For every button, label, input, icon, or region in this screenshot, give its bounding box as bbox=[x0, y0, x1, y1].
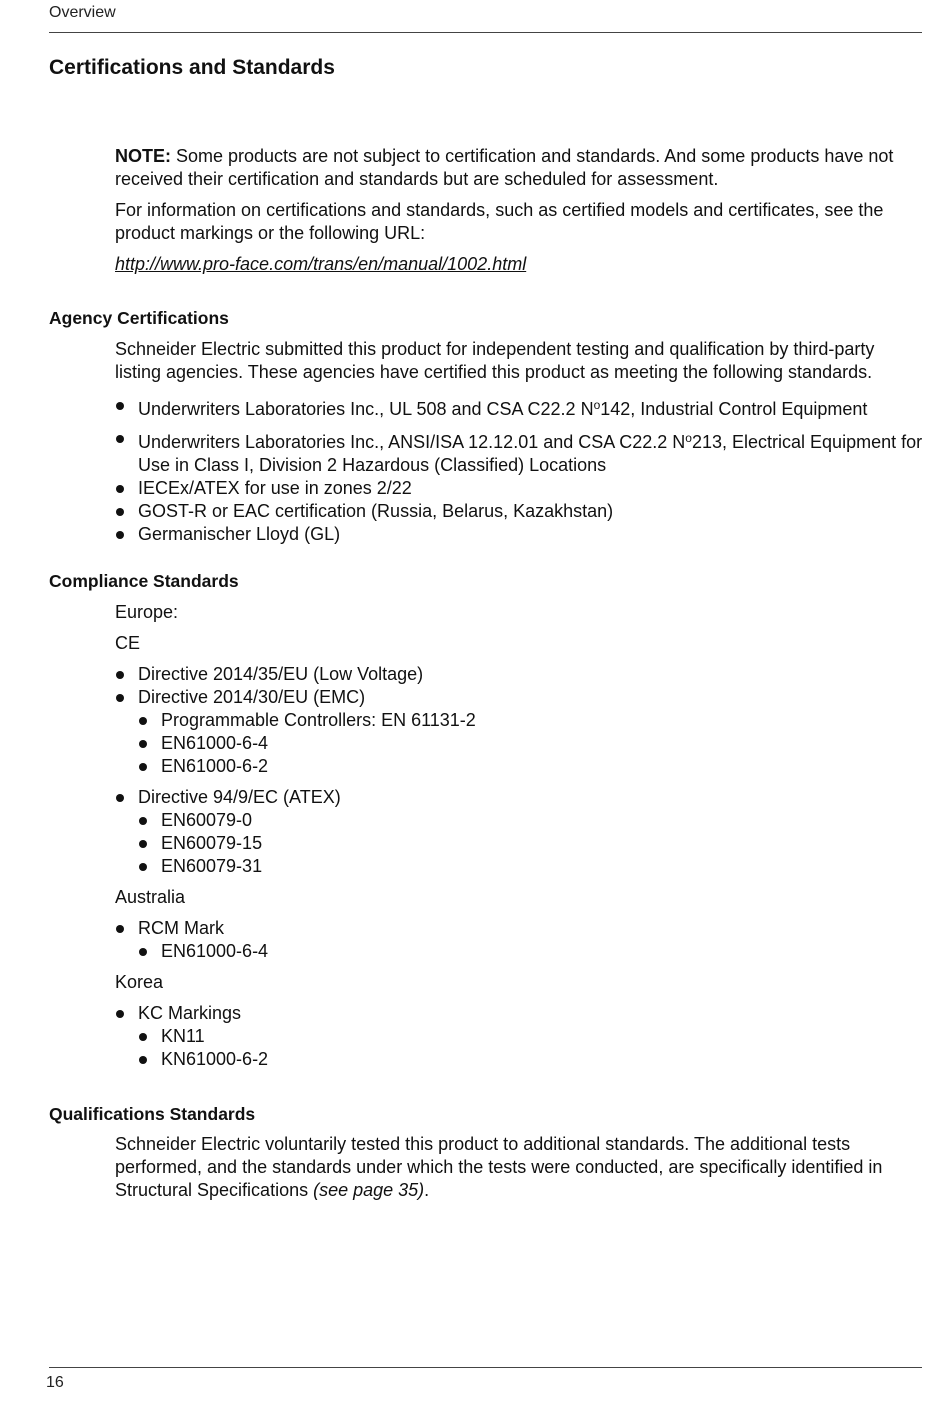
list-item: EN61000-6-4 bbox=[138, 940, 925, 963]
list-item: EN60079-31 bbox=[138, 855, 925, 878]
running-header: Overview bbox=[49, 4, 116, 21]
agency-list bbox=[115, 394, 925, 546]
list-item: RCM Mark EN61000-6-4 bbox=[115, 917, 925, 963]
list-item: Directive 2014/35/EU (Low Voltage) bbox=[115, 663, 925, 686]
list-item: Germanischer Lloyd (GL) bbox=[115, 523, 925, 546]
intro-block bbox=[115, 145, 925, 276]
australia-list bbox=[115, 917, 925, 963]
qualifications-block bbox=[115, 1133, 925, 1202]
list-item: IECEx/ATEX for use in zones 2/22 bbox=[115, 477, 925, 500]
australia-label: Australia bbox=[115, 887, 186, 907]
ce-label: CE bbox=[115, 633, 141, 653]
compliance-block bbox=[115, 601, 925, 1071]
list-item: EN61000-6-2 bbox=[138, 755, 925, 778]
list-item: Underwriters Laboratories Inc., ANSI/ISA 12.12.01 and CSA C22.2 $N^o213$, Electrical Equipment for Use in Class I, Division 2 Hazardous (Classified) Locations bbox=[115, 427, 925, 477]
agency-block bbox=[115, 338, 925, 546]
header-rule bbox=[49, 32, 922, 33]
agency-paragraph: Schneider Electric submitted this product for independent testing and qualification by third-party listing agencies. These agencies have certified this product as meeting the following standards. bbox=[115, 339, 875, 382]
page-title: Certifications and Standards bbox=[49, 56, 335, 79]
page-reference-link[interactable]: (see page 35) bbox=[313, 1180, 425, 1200]
qualifications-paragraph: Schneider Electric voluntarily tested this product to additional standards. The additional tests performed, and the standards under which the tests were conducted, are specifically identified in Structural Specifications (see page 35). bbox=[115, 1134, 883, 1200]
list-item: EN60079-15 bbox=[138, 832, 925, 855]
agency-certifications-heading: Agency Certifications bbox=[49, 308, 229, 328]
note-paragraph bbox=[115, 145, 925, 191]
list-item: Directive 94/9/EC (ATEX) EN60079-0 EN60079-15 EN60079-31 bbox=[115, 786, 925, 878]
footer-rule bbox=[49, 1367, 922, 1368]
korea-label: Korea bbox=[115, 972, 164, 992]
list-item: EN61000-6-4 bbox=[138, 732, 925, 755]
list-item: KN11 bbox=[138, 1025, 925, 1048]
korea-list bbox=[115, 1002, 925, 1071]
page-number: 16 bbox=[46, 1374, 64, 1391]
compliance-standards-heading: Compliance Standards bbox=[49, 571, 239, 591]
note-text: Some products are not subject to certification and standards. And some products have not received their certification and standards but are scheduled for assessment. bbox=[115, 146, 894, 189]
emc-standards-list bbox=[138, 709, 925, 778]
list-item: KC Markings KN11 KN61000-6-2 bbox=[115, 1002, 925, 1071]
list-item: KN61000-6-2 bbox=[138, 1048, 925, 1071]
rcm-standards-list bbox=[138, 940, 925, 963]
list-item: GOST-R or EAC certification (Russia, Belarus, Kazakhstan) bbox=[115, 500, 925, 523]
note-label: NOTE: bbox=[115, 146, 171, 166]
list-item: Underwriters Laboratories Inc., UL 508 and CSA C22.2 $N^o142$, Industrial Control Equipment bbox=[115, 394, 925, 421]
list-item: Programmable Controllers: EN 61131-2 bbox=[138, 709, 925, 732]
manual-url-link[interactable]: http://www.pro-face.com/trans/en/manual/1002.html bbox=[115, 254, 527, 274]
list-item: Directive 2014/30/EU (EMC) Programmable Controllers: EN 61131-2 EN61000-6-4 EN61000-6-2 bbox=[115, 686, 925, 778]
url-paragraph bbox=[115, 253, 925, 276]
europe-label: Europe: bbox=[115, 602, 179, 622]
list-item: EN60079-0 bbox=[138, 809, 925, 832]
info-paragraph: For information on certifications and standards, such as certified models and certificates, see the product markings or the following URL: bbox=[115, 200, 884, 243]
ce-directive-list bbox=[115, 663, 925, 878]
qualifications-standards-heading: Qualifications Standards bbox=[49, 1104, 256, 1124]
kc-standards-list bbox=[138, 1025, 925, 1071]
atex-standards-list bbox=[138, 809, 925, 878]
